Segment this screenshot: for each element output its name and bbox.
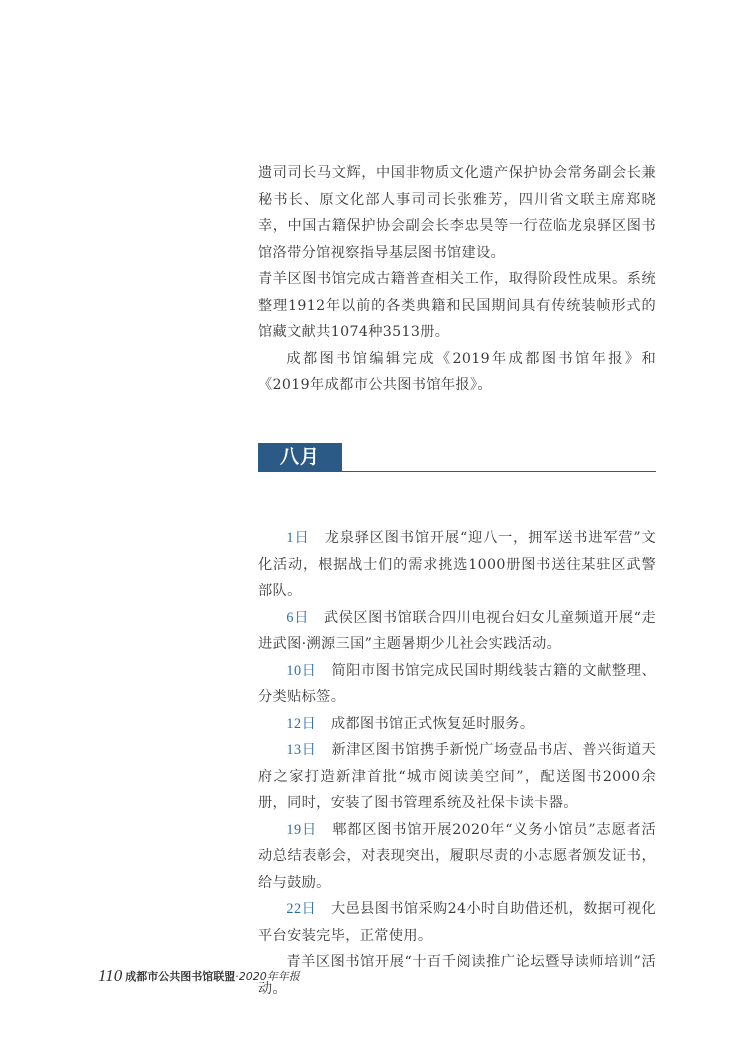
entry-day: 1日 xyxy=(286,530,310,546)
entry-item xyxy=(258,737,656,817)
entry-text: 郫都区图书馆开展2020年“义务小馆员”志愿者活动总结表彰会，对表现突出，履职尽责的小志愿者颁发证书，给与鼓励。 xyxy=(258,821,656,891)
entry-day: 13日 xyxy=(286,742,317,758)
entry-day: 22日 xyxy=(286,901,317,917)
top-section xyxy=(258,160,656,399)
paragraph-annual-report: 成都图书馆编辑完成《2019年成都图书馆年报》和《2019年成都市公共图书馆年报》。 xyxy=(258,350,656,393)
entry-text: 新津区图书馆携手新悦广场壹品书店、普兴街道天府之家打造新津首批“城市阅读美空间”，配送图书2000余册，同时，安装了图书管理系统及社保卡读卡器。 xyxy=(258,742,656,811)
month-entries xyxy=(258,525,656,1002)
month-title: 八月 xyxy=(258,443,342,472)
entry-text: 龙泉驿区图书馆开展“迎八一，拥军送书进军营”文化活动，根据战士们的需求挑选1000册图书送往某驻区武警部队。 xyxy=(258,530,656,599)
entry-day: 12日 xyxy=(286,715,317,732)
entry-item xyxy=(258,658,656,711)
entry-text: 武侯区图书馆联合四川电视台妇女儿童频道开展“走进武图·溯源三国”主题暑期少儿社会实践活动。 xyxy=(258,609,656,652)
report-year: 2020年年报 xyxy=(238,970,300,983)
paragraph-qingyang-ancient-books: 青羊区图书馆完成古籍普查相关工作，取得阶段性成果。系统整理1912年以前的各类典籍和民国期间具有传统装帧形式的馆藏文献共1074种3513册。 xyxy=(258,271,656,340)
entry-day: 19日 xyxy=(286,821,318,838)
entry-item xyxy=(258,605,656,658)
entry-text: 简阳市图书馆完成民国时期线装古籍的文献整理、分类贴标签。 xyxy=(258,662,656,705)
entry-closing: 青羊区图书馆开展“十百千阅读推广论坛暨导读师培训”活动。 xyxy=(258,954,656,997)
entry-day: 6日 xyxy=(286,609,310,626)
page-number: 110 xyxy=(98,966,123,985)
entry-item xyxy=(258,817,656,897)
page-footer xyxy=(98,966,300,986)
entry-text: 成都图书馆正式恢复延时服务。 xyxy=(330,715,535,732)
month-section-header xyxy=(258,443,656,473)
paragraph-continuation: 遗司司长马文辉，中国非物质文化遗产保护协会常务副会长兼秘书长、原文化部人事司司长张雅芳，四川省文联主席郑晓幸，中国古籍保护协会副会长李忠昊等一行莅临龙泉驿区图书馆洛带分馆视察指导基层图书馆建设。 xyxy=(258,165,656,261)
month-divider xyxy=(342,471,656,472)
entry-text: 大邑县图书馆采购24小时自助借还机，数据可视化平台安装完毕，正常使用。 xyxy=(258,901,656,944)
entry-item xyxy=(258,525,656,605)
entry-item xyxy=(258,896,656,949)
entry-day: 10日 xyxy=(286,662,317,679)
publication-name: 成都市公共图书馆联盟 xyxy=(125,970,236,983)
footer-separator: · xyxy=(235,970,239,983)
entry-item xyxy=(258,711,656,738)
